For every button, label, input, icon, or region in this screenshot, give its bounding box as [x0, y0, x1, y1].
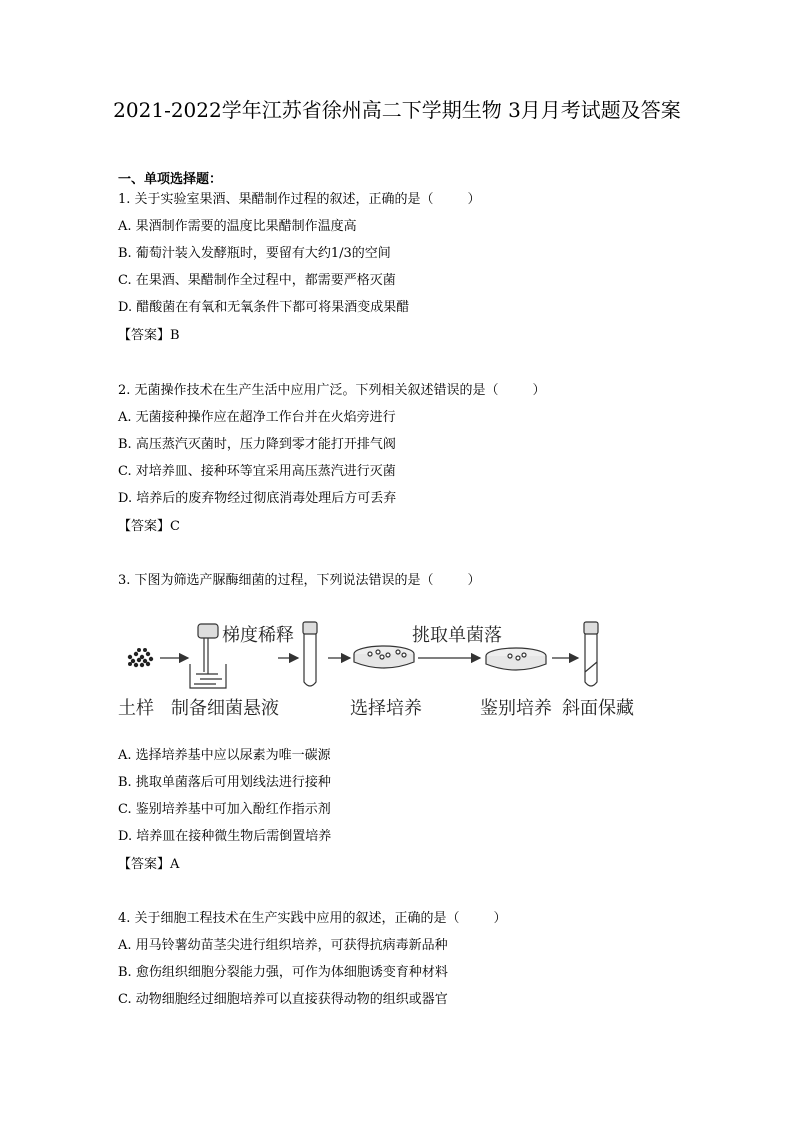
label-selective-culture: 选择培养 [350, 698, 422, 719]
question-3-option-c: C. 鉴别培养基中可加入酚红作指示剂 [118, 802, 331, 817]
question-2-option-c: C. 对培养皿、接种环等宜采用高压蒸汽进行灭菌 [118, 464, 396, 479]
question-1-option-c: C. 在果酒、果醋制作全过程中，都需要严格灭菌 [118, 273, 396, 288]
question-4-option-a: A. 用马铃薯幼苗茎尖进行组织培养，可获得抗病毒新品种 [118, 938, 448, 953]
question-2-answer: 【答案】C [118, 519, 180, 534]
question-3-option-a: A. 选择培养基中应以尿素为唯一碳源 [118, 748, 331, 763]
question-3-stem [118, 573, 481, 589]
question-2-stem [118, 383, 546, 399]
stem-close: ） [467, 192, 481, 207]
suspension-beaker-icon [190, 624, 226, 688]
screening-process-figure [118, 612, 648, 722]
question-4-option-b: B. 愈伤组织细胞分裂能力强，可作为体细胞诱变育种材料 [118, 965, 448, 980]
question-1-option-d: D. 醋酸菌在有氧和无氧条件下都可将果酒变成果醋 [118, 300, 410, 315]
question-2-option-b: B. 高压蒸汽灭菌时，压力降到零才能打开排气阀 [118, 437, 396, 452]
stem-text: 3. 下图为筛选产脲酶细菌的过程，下列说法错误的是（ [118, 573, 434, 588]
question-2-option-a: A. 无菌接种操作应在超净工作台并在火焰旁进行 [118, 410, 396, 425]
identification-plate-icon [486, 648, 546, 670]
question-4-option-c: C. 动物细胞经过细胞培养可以直接获得动物的组织或器官 [118, 992, 448, 1007]
stem-close: ） [493, 911, 507, 926]
question-1-option-b: B. 葡萄汁装入发酵瓶时，要留有大约1/3的空间 [118, 246, 391, 261]
question-1-stem [118, 192, 481, 208]
question-1-option-a: A. 果酒制作需要的温度比果醋制作温度高 [118, 219, 357, 234]
label-pick-colony: 挑取单菌落 [412, 625, 502, 646]
label-slant-storage: 斜面保藏 [562, 698, 634, 719]
stem-text: 4. 关于细胞工程技术在生产实践中应用的叙述，正确的是（ [118, 911, 460, 926]
stem-text: 1. 关于实验室果酒、果醋制作过程的叙述，正确的是（ [118, 192, 434, 207]
question-4-stem [118, 911, 507, 927]
question-3-option-d: D. 培养皿在接种微生物后需倒置培养 [118, 829, 332, 844]
question-3-option-b: B. 挑取单菌落后可用划线法进行接种 [118, 775, 331, 790]
label-gradient-dilution: 梯度稀释 [222, 625, 294, 646]
label-soil-sample: 土样 [118, 698, 154, 719]
question-1-answer: 【答案】B [118, 328, 180, 343]
test-tube-icon [303, 622, 317, 686]
question-2-option-d: D. 培养后的废弃物经过彻底消毒处理后方可丢弃 [118, 491, 397, 506]
question-3-answer: 【答案】A [118, 857, 180, 872]
section-heading: 一、单项选择题： [118, 172, 223, 187]
slant-tube-icon [584, 622, 598, 686]
stem-text: 2. 无菌操作技术在生产生活中应用广泛。下列相关叙述错误的是（ [118, 383, 499, 398]
label-identification-culture: 鉴别培养 [480, 698, 552, 719]
label-prepare-suspension: 制备细菌悬液 [171, 698, 279, 719]
stem-close: ） [467, 573, 481, 588]
soil-sample-icon [128, 648, 153, 667]
stem-close: ） [532, 383, 546, 398]
page-title: 2021-2022学年江苏省徐州高二下学期生物 3月月考试题及答案 [113, 98, 681, 122]
selection-plate-icon [354, 646, 414, 668]
